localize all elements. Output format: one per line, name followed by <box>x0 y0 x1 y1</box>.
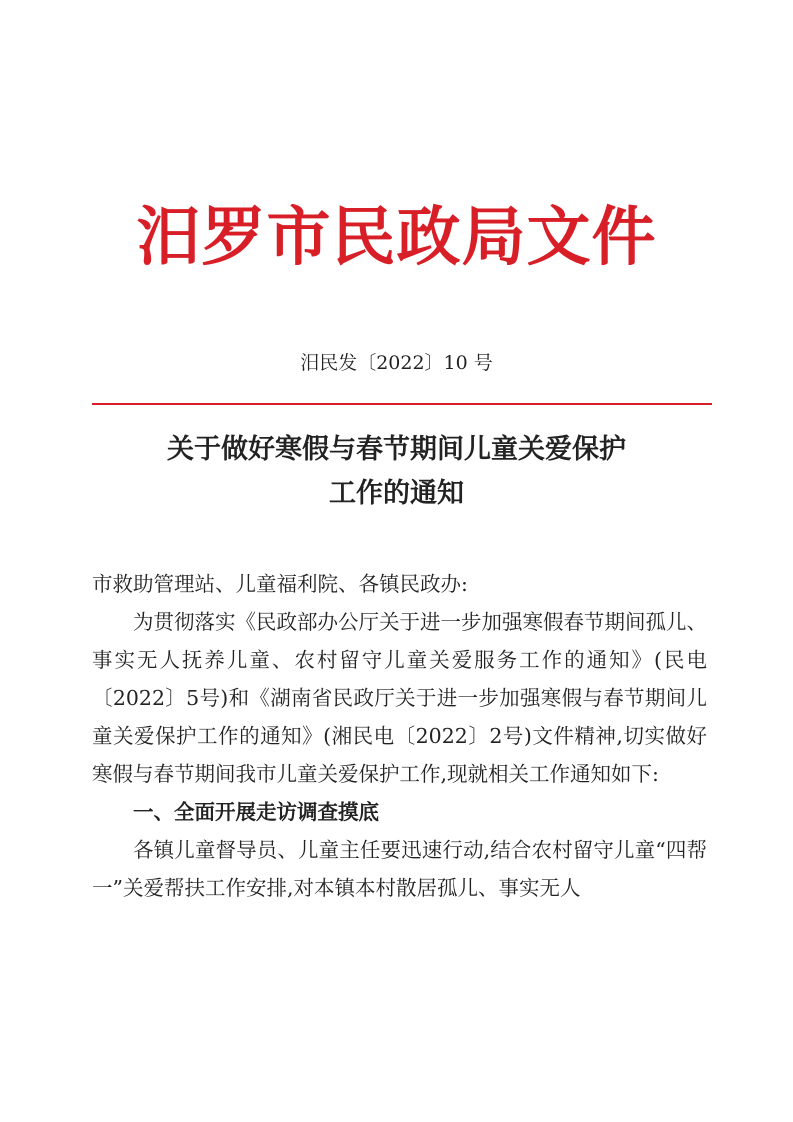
section-1-paragraph: 各镇儿童督导员、儿童主任要迅速行动,结合农村留守儿童“四帮一”关爱帮扶工作安排,对本镇本村散居孤儿、事实无人 <box>92 838 707 900</box>
document-title-line-2: 工作的通知 <box>329 478 464 509</box>
red-divider-line <box>92 403 712 405</box>
agency-header-title: 汨罗市民政局文件 <box>136 200 657 275</box>
document-body <box>92 565 707 907</box>
recipients-line: 市救助管理站、儿童福利院、各镇民政办: <box>92 572 468 596</box>
document-title <box>0 428 793 516</box>
document-title-line-1: 关于做好寒假与春节期间儿童关爱保护 <box>167 434 626 465</box>
document-number: 汨民发〔2022〕10 号 <box>300 352 493 374</box>
section-1-heading: 一、全面开展走访调查摸底 <box>133 800 379 824</box>
intro-paragraph: 为贯彻落实《民政部办公厅关于进一步加强寒假春节期间孤儿、事实无人抚养儿童、农村留守儿童关爱服务工作的通知》(民电〔2022〕5号)和《湖南省民政厅关于进一步加强寒假与春节期间儿童关爱保护工作的通知》(湘民电〔2022〕2号)文件精神,切实做好寒假与春节期间我市儿童关爱保护工作,现就相关工作通知如下: <box>92 610 707 786</box>
